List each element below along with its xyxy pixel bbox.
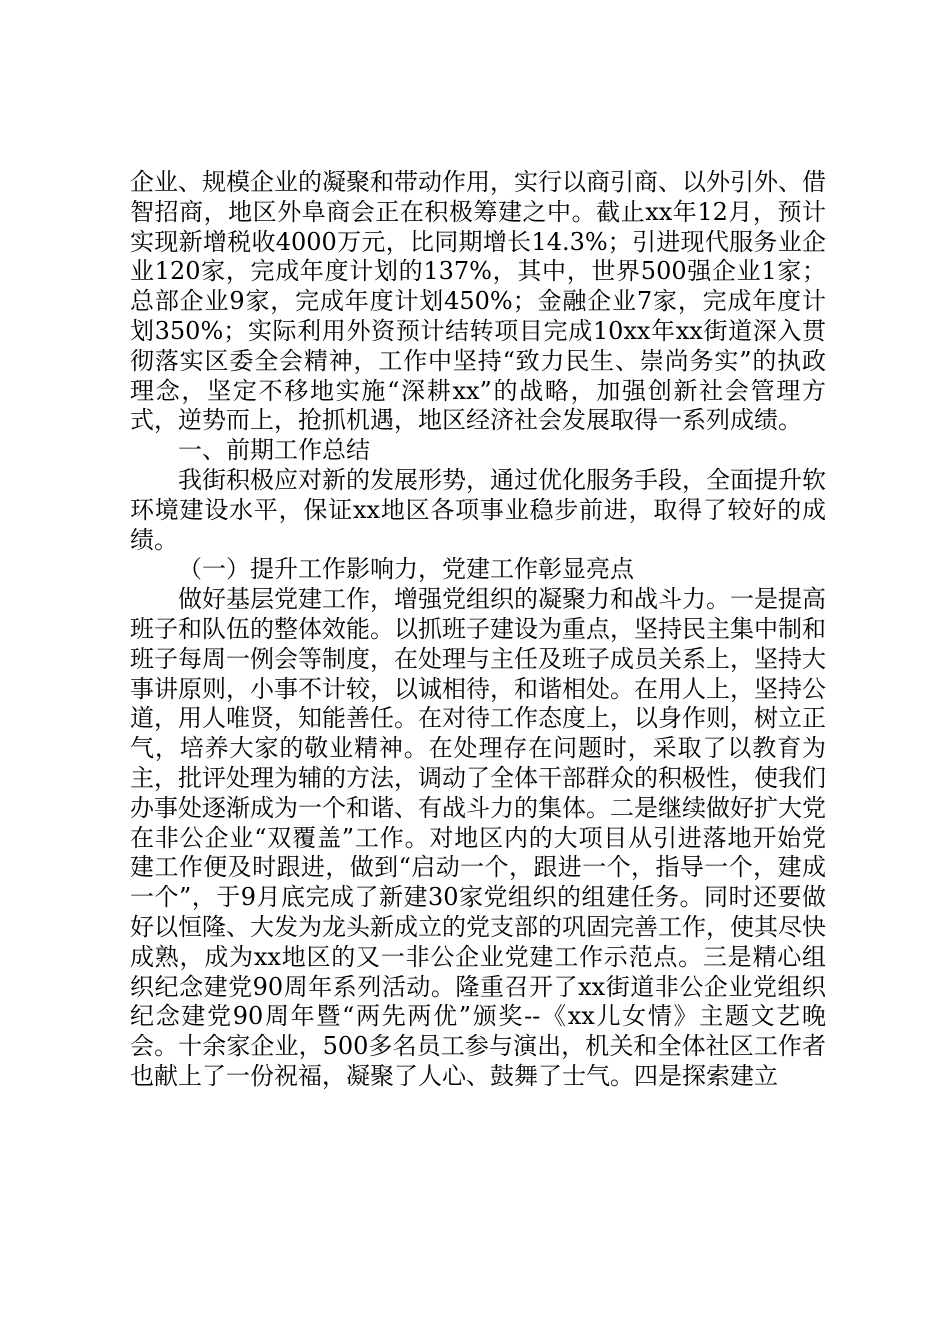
paragraph-development-overview: 我街积极应对新的发展形势，通过优化服务手段，全面提升软环境建设水平，保证xx地区各项事业稳步前进，取得了较好的成绩。 xyxy=(130,465,826,554)
paragraph-party-building-details: 做好基层党建工作，增强党组织的凝聚力和战斗力。一是提高班子和队伍的整体效能。以抓班子建设为重点，坚持民主集中制和班子每周一例会等制度，在处理与主任及班子成员关系上，坚持大事讲原则，小事不计较，以诚相待，和谐相处。在用人上，坚持公道，用人唯贤，知能善任。在对待工作态度上，以身作则，树立正气，培养大家的敬业精神。在处理存在问题时，采取了以教育为主，批评处理为辅的方法，调动了全体干部群众的积极性，使我们办事处逐渐成为一个和谐、有战斗力的集体。二是继续做好扩大党在非公企业“双覆盖”工作。对地区内的大项目从引进落地开始党建工作便及时跟进，做到“启动一个，跟进一个，指导一个，建成一个”，于9月底完成了新建30家党组织的组建任务。同时还要做好以恒隆、大发为龙头新成立的党支部的巩固完善工作，使其尽快成熟，成为xx地区的又一非公企业党建工作示范点。三是精心组织纪念建党90周年系列活动。隆重召开了xx街道非公企业党组织纪念建党90周年暨“两先两优”颁奖--《xx儿女情》主题文艺晚会。十余家企业，500多名员工参与演出，机关和全体社区工作者也献上了一份祝福，凝聚了人心、鼓舞了士气。四是探索建立 xyxy=(130,585,826,1090)
paragraph-economic-summary: 企业、规模企业的凝聚和带动作用，实行以商引商、以外引外、借智招商，地区外阜商会正在积极筹建之中。截止xx年12月，预计实现新增税收4000万元，比同期增长14.3%；引进现代服务业企业120家，完成年度计划的137%，其中，世界500强企业1家；总部企业9家，完成年度计划450%；金融企业7家，完成年度计划350%；实际利用外资预计结转项目完成10xx年xx街道深入贯彻落实区委全会精神，工作中坚持“致力民生、崇尚务实”的执政理念，坚定不移地实施“深耕xx”的战略，加强创新社会管理方式，逆势而上，抢抓机遇，地区经济社会发展取得一系列成绩。 xyxy=(130,168,826,435)
document-body xyxy=(130,168,826,1092)
subsection-heading-party-building: （一）提升工作影响力，党建工作彰显亮点 xyxy=(178,555,634,584)
section-heading-previous-work-summary: 一、前期工作总结 xyxy=(178,436,370,465)
